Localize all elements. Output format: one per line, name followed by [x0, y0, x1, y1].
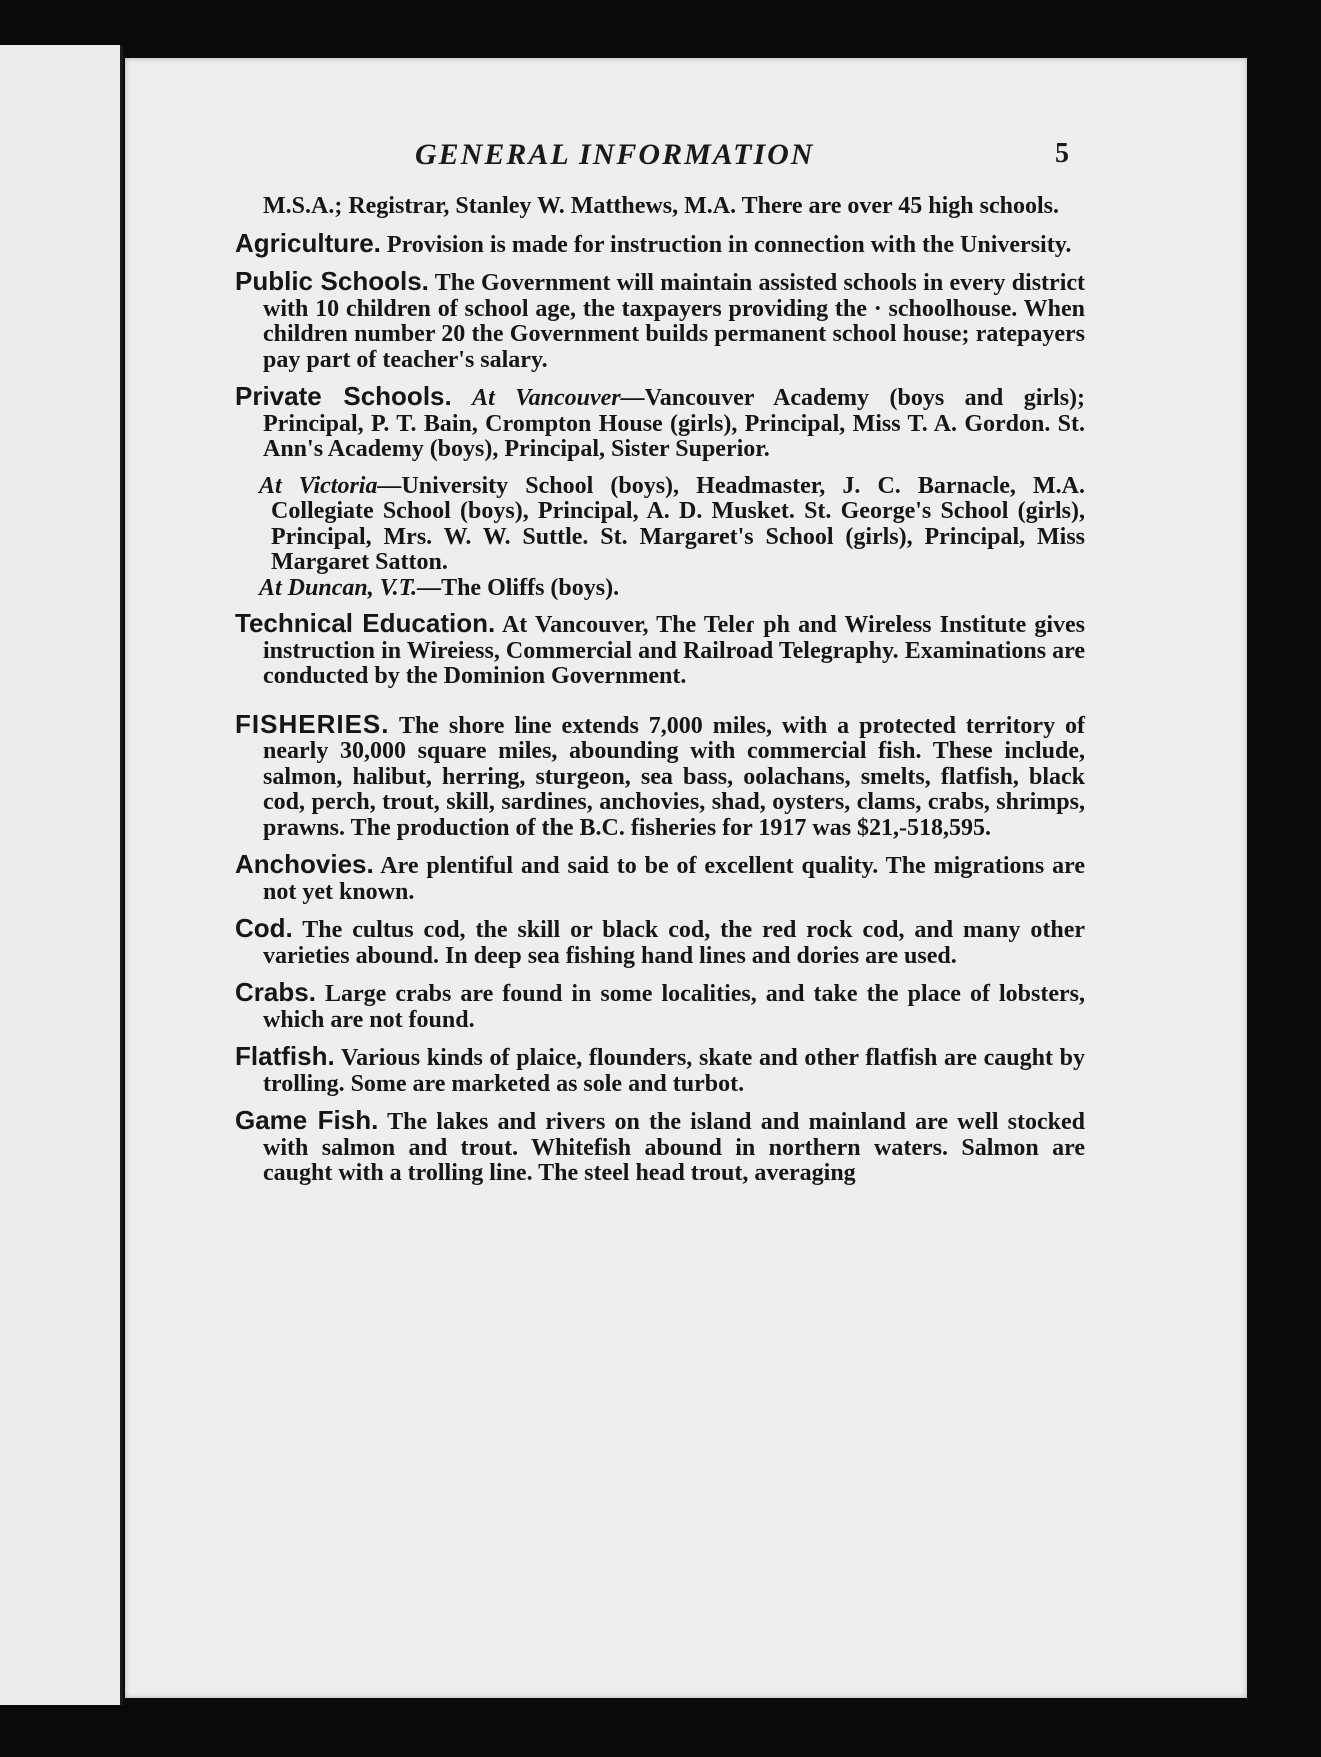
paragraph-text: Large crabs are found in some localities, and take the place of lobsters, which are not found.: [263, 981, 1085, 1033]
paragraph-duncan: [235, 576, 1085, 602]
paragraph-private-schools: [235, 381, 1086, 463]
paragraph-text: The lakes and rivers on the island and mainland are well stocked with salmon and trout. Whitefish abound in northern waters. Salmon are caught with a trolling line. The steel head trout, averaging: [263, 1109, 1086, 1186]
paragraph-fisheries: [235, 708, 1085, 842]
paragraph-text: Are plentiful and said to be of excellent quality. The migrations are not yet known.: [263, 853, 1085, 905]
section-heading: FISHERIES.: [235, 708, 390, 739]
book-page: [125, 58, 1247, 1698]
paragraph-heading: Anchovies.: [235, 849, 374, 879]
paragraph-heading: Technical Education.: [235, 608, 496, 638]
paragraph-text: M.S.A.; Registrar, Stanley W. Matthews, M.A. There are over 45 high schools.: [263, 193, 1059, 219]
paragraph-heading: Cod.: [235, 913, 293, 943]
paragraph-crabs: [235, 977, 1085, 1033]
paragraph-game-fish: [235, 1105, 1086, 1187]
paragraph-victoria: [235, 474, 1085, 576]
facing-page-edge: [0, 45, 123, 1705]
paragraph-text: Various kinds of plaice, flounders, skate and other flatfish are caught by trolling. Some are marketed as sole and turbot.: [263, 1045, 1085, 1097]
page-body: [235, 194, 1085, 1198]
running-title: GENERAL INFORMATION: [415, 138, 815, 171]
paragraph-text: The Oliffs (boys).: [441, 574, 620, 601]
paragraph-heading: Agriculture.: [235, 227, 381, 258]
paragraph-public-schools: [235, 266, 1086, 373]
page-header: [125, 138, 1247, 188]
paragraph-technical-education: [235, 608, 1085, 690]
paragraph-continuation: [235, 194, 1085, 220]
paragraph-heading: Crabs.: [235, 977, 316, 1007]
paragraph-text: The shore line extends 7,000 miles, with a protected territory of nearly 30,000 square miles, abounding with commercial fish. These include, salmon, halibut, herring, sturgeon, sea bass, oolachans, smelts, flatfish, black cod, perch, trout, skill, sardines, anchovies, shad, oysters, clams, crabs, shrimps, prawns. The production of the B.C. fisheries for 1917 was $21,-518,595.: [263, 712, 1085, 841]
paragraph-cod: [235, 913, 1085, 969]
paragraph-text: The cultus cod, the skill or black cod, the red rock cod, and many other varieties abound. In deep sea fishing hand lines and dories are used.: [263, 917, 1085, 969]
page-number: 5: [1055, 138, 1069, 169]
paragraph-agriculture: [235, 227, 1085, 259]
paragraph-anchovies: [235, 849, 1085, 905]
paragraph-heading: Flatfish.: [235, 1041, 335, 1071]
place-label: At Vancouver—: [472, 385, 645, 411]
paragraph-text: At Vancouver, The Teleɾ ph and Wireless Institute gives instruction in Wireiess, Commercial and Railroad Telegraphy. Examinations are conducted by the Dominion Government.: [263, 612, 1085, 689]
paragraph-text: Vancouver Academy (boys and girls); Principal, P. T. Bain, Crompton House (girls), Principal, Miss T. A. Gordon. St. Ann's Academy (boys), Principal, Sister Superior.: [263, 385, 1086, 462]
paragraph-text: The Government will maintain assisted schools in every district with 10 children of school age, the taxpayers providing the · schoolhouse. When children number 20 the Government builds permanent school house; ratepayers pay part of teacher's salary.: [263, 270, 1086, 373]
place-label: At Victoria—: [259, 472, 402, 499]
paragraph-heading: Game Fish.: [235, 1105, 379, 1135]
paragraph-heading: Private Schools.: [235, 381, 452, 411]
paragraph-heading: Public Schools.: [235, 266, 429, 296]
paragraph-flatfish: [235, 1041, 1085, 1097]
place-label: At Duncan, V.T.—: [259, 574, 442, 601]
paragraph-text: Provision is made for instruction in connection with the University.: [386, 231, 1072, 258]
paragraph-text: University School (boys), Headmaster, J. C. Barnacle, M.A. Collegiate School (boys), Principal, A. D. Musket. St. George's School (girls), Principal, Mrs. W. W. Suttle. St. Margaret's School (girls), Principal, Miss Margaret Satton.: [271, 472, 1085, 575]
